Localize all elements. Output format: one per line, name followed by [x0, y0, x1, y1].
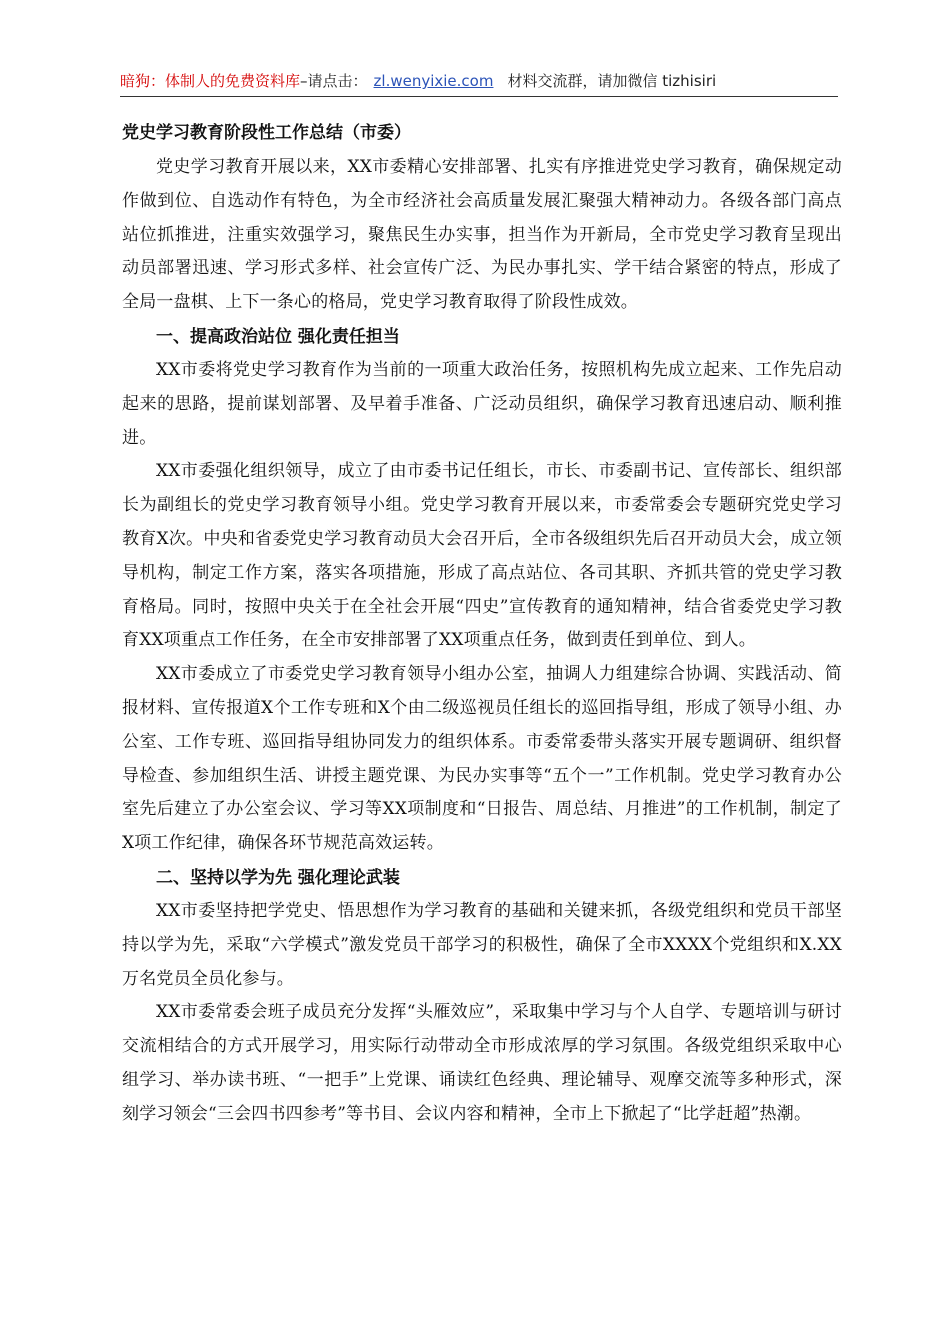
intro-paragraph: 党史学习教育开展以来，XX市委精心安排部署、扎实有序推进党史学习教育，确保规定动作做到位、自选动作有特色，为全市经济社会高质量发展汇聚强大精神动力。各级各部门高点站位抓推进，注重实效强学习，聚焦民生办实事，担当作为开新局，全市党史学习教育呈现出动员部署迅速、学习形式多样、社会宣传广泛、为民办事扎实、学干结合紧密的特点，形成了全局一盘棋、上下一条心的格局，党史学习教育取得了阶段性成效。	[122, 157, 842, 313]
header-wechat-text: 材料交流群，请加微信 tizhisiri	[507, 72, 717, 90]
header-link[interactable]: zl.wenyixie.com	[373, 72, 494, 90]
header-divider	[120, 96, 838, 97]
section2-paragraph-1: XX市委坚持把学党史、悟思想作为学习教育的基础和关键来抓，各级党组织和党员干部坚持以学为先，采取“六学模式”激发党员干部学习的积极性，确保了全市XXXX个党组织和X.XX万名党员全员化参与。	[122, 900, 842, 989]
header-brand: 暗狗：体制人的免费资料库	[120, 72, 301, 90]
section1-heading: 一、提高政治站位 强化责任担当	[156, 326, 400, 347]
document-body	[122, 115, 842, 1132]
section1-paragraph-2: XX市委强化组织领导，成立了由市委书记任组长，市长、市委副书记、宣传部长、组织部长为副组长的党史学习教育领导小组。党史学习教育开展以来，市委常委会专题研究党史学习教育X次。中央和省委党史学习教育动员大会召开后，全市各级组织先后召开动员大会，成立领导机构，制定工作方案，落实各项措施，形成了高点站位、各司其职、齐抓共管的党史学习教育格局。同时，按照中央关于在全社会开展“四史”宣传教育的通知精神，结合省委党史学习教育XX项重点工作任务，在全市安排部署了XX项重点任务，做到责任到单位、到人。	[122, 461, 842, 651]
page-header	[120, 70, 840, 96]
section2-paragraph-2: XX市委常委会班子成员充分发挥“头雁效应”，采取集中学习与个人自学、专题培训与研讨交流相结合的方式开展学习，用实际行动带动全市形成浓厚的学习氛围。各级党组织采取中心组学习、举办读书班、“一把手”上党课、诵读红色经典、理论辅导、观摩交流等多种形式，深刻学习领会“三会四书四参考”等书目、会议内容和精神，全市上下掀起了“比学赶超”热潮。	[122, 1002, 842, 1124]
section1-paragraph-3: XX市委成立了市委党史学习教育领导小组办公室，抽调人力组建综合协调、实践活动、简报材料、宣传报道X个工作专班和X个由二级巡视员任组长的巡回指导组，形成了领导小组、办公室、工作专班、巡回指导组协同发力的组织体系。市委常委带头落实开展专题调研、组织督导检查、参加组织生活、讲授主题党课、为民办实事等“五个一”工作机制。党史学习教育办公室先后建立了办公室会议、学习等XX项制度和“日报告、周总结、月推进”的工作机制，制定了X项工作纪律，确保各环节规范高效运转。	[122, 664, 842, 854]
header-click-text: –请点击：	[300, 72, 368, 90]
document-title: 党史学习教育阶段性工作总结（市委）	[122, 123, 411, 143]
section2-heading: 二、坚持以学为先 强化理论武装	[156, 867, 400, 888]
section1-paragraph-1: XX市委将党史学习教育作为当前的一项重大政治任务，按照机构先成立起来、工作先启动起来的思路，提前谋划部署、及早着手准备、广泛动员组织，确保学习教育迅速启动、顺利推进。	[122, 359, 842, 448]
